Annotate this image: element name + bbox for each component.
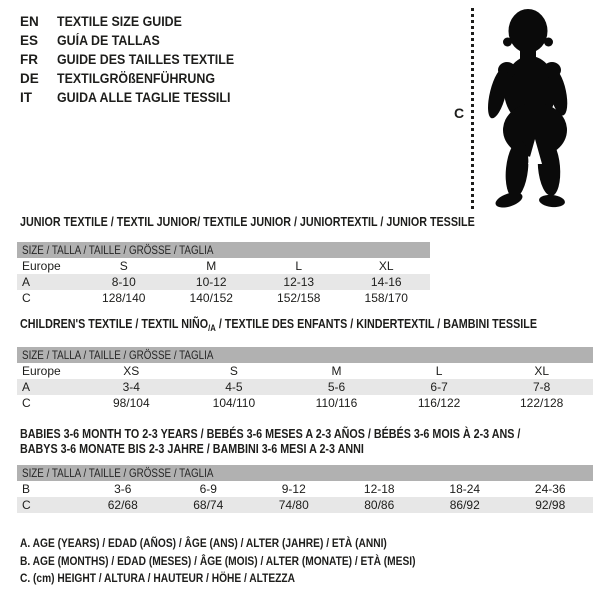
table-row-height	[17, 395, 593, 411]
table-row-europe	[17, 363, 593, 379]
language-title: GUÍA DE TALLAS	[57, 33, 160, 48]
age-cell: 10-12	[195, 275, 227, 289]
size-cell: XS	[123, 364, 140, 378]
section-title-children	[20, 317, 537, 333]
row-label: C	[22, 291, 31, 305]
legend-line-a: A. AGE (YEARS) / EDAD (AÑOS) / ÂGE (ANS) / ALTER (JAHRE) / ETÀ (ANNI)	[20, 536, 387, 550]
size-cell: M	[331, 364, 342, 378]
baby-silhouette-icon	[482, 8, 590, 209]
table-header-label: SIZE / TALLA / TAILLE / GRÖSSE / TAGLIA	[22, 466, 214, 480]
height-cell: 128/140	[102, 291, 146, 305]
children-size-table	[17, 347, 593, 411]
table-row-height	[17, 497, 593, 513]
table-header-bar	[17, 347, 593, 363]
row-label: C	[22, 396, 31, 410]
babies-size-table	[17, 465, 593, 513]
height-cell: 140/152	[189, 291, 233, 305]
age-cell: 18-24	[449, 482, 481, 496]
table-header-bar	[17, 242, 430, 258]
age-cell: 7-8	[533, 380, 551, 394]
section-title-text: / TEXTILE DES ENFANTS / KINDERTEXTIL / BAMBINI TESSILE	[215, 317, 537, 331]
language-title: GUIDE DES TAILLES TEXTILE	[57, 52, 235, 67]
size-cell: L	[435, 364, 443, 378]
age-cell: 6-7	[430, 380, 448, 394]
height-cell: 68/74	[193, 498, 224, 512]
section-title-text: CHILDREN'S TEXTILE / TEXTIL NIÑO	[20, 317, 209, 331]
size-cell: S	[229, 364, 238, 378]
table-row-age	[17, 274, 430, 290]
height-cell: 104/110	[212, 396, 256, 410]
height-cell: 110/116	[315, 396, 358, 410]
age-cell: 3-4	[122, 380, 140, 394]
language-title-block	[20, 12, 250, 107]
age-cell: 12-13	[283, 275, 315, 289]
age-cell: 8-10	[111, 275, 136, 289]
section-title-babies	[20, 427, 520, 457]
age-cell: 4-5	[225, 380, 243, 394]
age-cell: 9-12	[281, 482, 306, 496]
age-cell: 12-18	[363, 482, 395, 496]
height-cell: 92/98	[535, 498, 566, 512]
language-row-de	[20, 69, 250, 88]
size-cell: M	[206, 259, 217, 273]
height-cell: 74/80	[278, 498, 309, 512]
row-label: Europe	[22, 364, 61, 378]
language-row-fr	[20, 50, 250, 69]
age-cell: 24-36	[534, 482, 566, 496]
language-row-en	[20, 12, 250, 31]
table-row-age	[17, 379, 593, 395]
section-title-line1: BABIES 3-6 MONTH TO 2-3 YEARS / BEBÉS 3-6 MESES A 2-3 AÑOS / BÉBÉS 3-6 MOIS À 2-3 ANS /	[20, 427, 521, 441]
table-row-height	[17, 290, 430, 306]
height-measure-label: C	[454, 105, 465, 121]
row-label: A	[22, 275, 31, 289]
height-cell: 86/92	[449, 498, 480, 512]
language-code: FR	[20, 52, 38, 67]
row-label: Europe	[22, 259, 61, 273]
height-cell: 122/128	[519, 396, 564, 410]
section-title-junior: JUNIOR TEXTILE / TEXTIL JUNIOR/ TEXTILE JUNIOR / JUNIORTEXTIL / JUNIOR TESSILE	[20, 215, 475, 229]
height-cell: 62/68	[107, 498, 138, 512]
size-cell: L	[295, 259, 303, 273]
table-header-label: SIZE / TALLA / TAILLE / GRÖSSE / TAGLIA	[22, 243, 214, 257]
height-measure-dotted-line	[471, 8, 474, 209]
size-cell: S	[119, 259, 128, 273]
language-code: EN	[20, 14, 39, 29]
height-cell: 116/122	[417, 396, 461, 410]
language-row-es	[20, 31, 250, 50]
language-code: DE	[20, 71, 39, 86]
size-cell: XL	[378, 259, 394, 273]
legend-line-c: C. (cm) HEIGHT / ALTURA / HAUTEUR / HÖHE / ALTEZZA	[20, 571, 296, 585]
junior-size-table	[17, 242, 430, 306]
height-cell: 152/158	[277, 291, 321, 305]
height-cell: 80/86	[364, 498, 395, 512]
language-title: TEXTILE SIZE GUIDE	[57, 14, 182, 29]
table-row-age-months	[17, 481, 593, 497]
language-title: TEXTILGRÖßENFÜHRUNG	[57, 71, 216, 86]
language-title: GUIDA ALLE TAGLIE TESSILI	[57, 90, 231, 105]
age-cell: 14-16	[370, 275, 402, 289]
age-cell: 5-6	[327, 380, 346, 394]
table-header-bar	[17, 465, 593, 481]
language-code: IT	[20, 90, 32, 105]
size-cell: XL	[534, 364, 550, 378]
table-row-europe	[17, 258, 430, 274]
age-cell: 3-6	[114, 482, 132, 496]
row-label: C	[22, 498, 31, 512]
legend-block	[20, 536, 485, 589]
table-header-label: SIZE / TALLA / TAILLE / GRÖSSE / TAGLIA	[22, 348, 214, 362]
legend-line-b: B. AGE (MONTHS) / EDAD (MESES) / ÂGE (MOIS) / ALTER (MONATE) / ETÀ (MESI)	[20, 553, 416, 568]
section-title-line2: BABYS 3-6 MONATE BIS 2-3 JAHRE / BAMBINI 3-6 MESI A 2-3 ANNI	[20, 442, 364, 456]
row-label: B	[22, 482, 31, 496]
height-cell: 98/104	[112, 396, 150, 410]
language-code: ES	[20, 33, 39, 48]
row-label: A	[22, 380, 31, 394]
age-cell: 6-9	[199, 482, 217, 496]
section-title-subscript: /A	[208, 322, 216, 333]
language-row-it	[20, 88, 250, 107]
height-cell: 158/170	[364, 291, 408, 305]
